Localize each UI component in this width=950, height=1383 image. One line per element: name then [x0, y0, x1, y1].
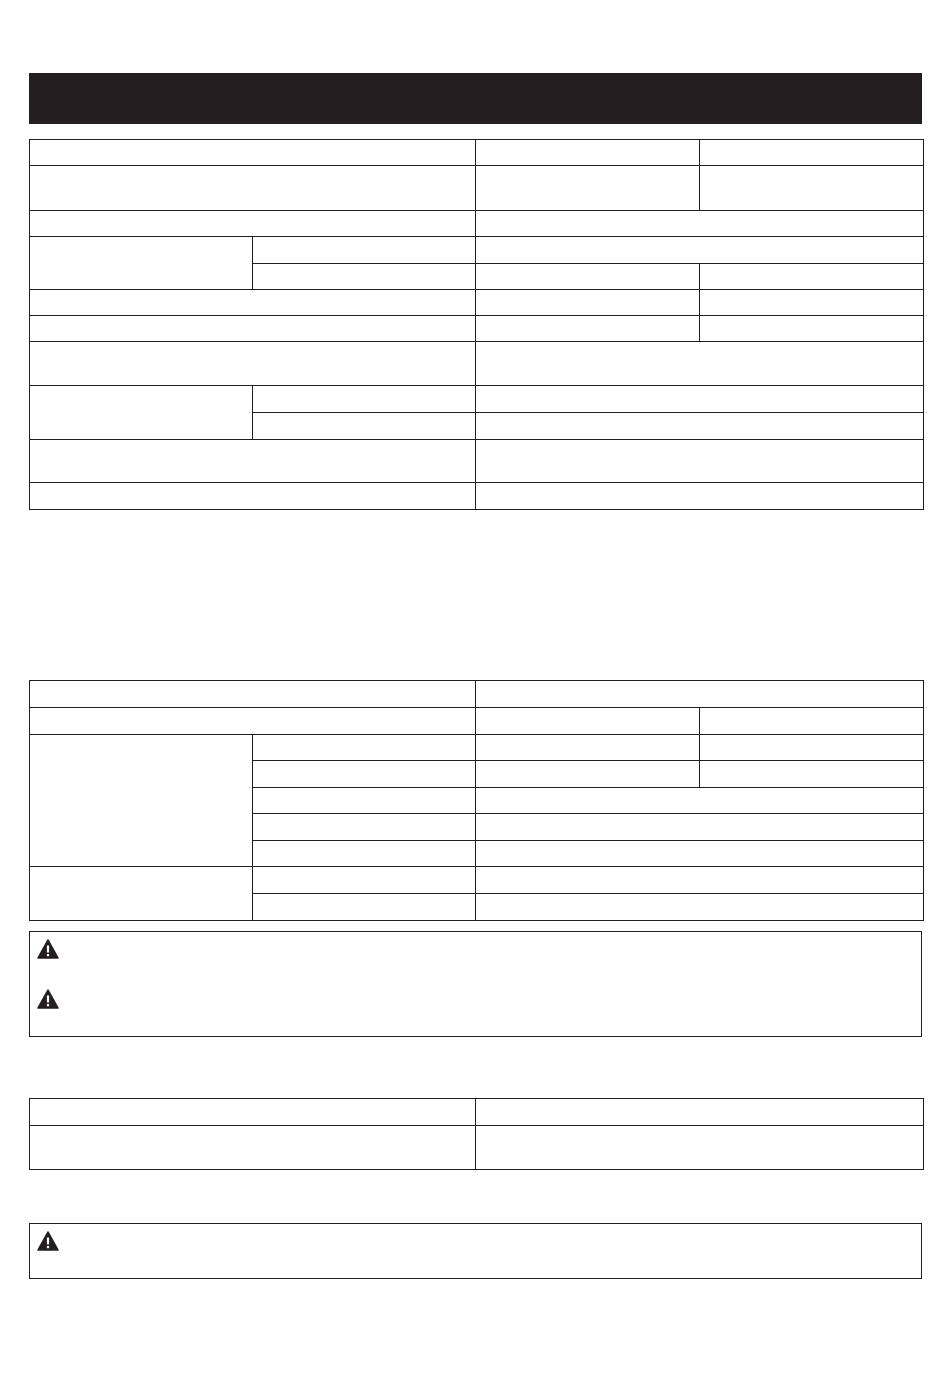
table-row	[30, 386, 924, 413]
spec-cell	[476, 1126, 924, 1170]
spec-cell	[476, 237, 924, 264]
table-row	[30, 1126, 924, 1170]
spec-cell	[30, 440, 476, 483]
spec-cell	[30, 483, 476, 510]
warning-box-1	[29, 931, 922, 1037]
spec-cell	[476, 761, 700, 788]
spec-cell	[476, 483, 924, 510]
spec-cell	[30, 708, 476, 735]
table-row	[30, 290, 924, 316]
spec-cell	[476, 788, 924, 814]
spec-cell	[476, 140, 700, 166]
spec-cell	[476, 708, 700, 735]
spec-cell	[476, 1099, 924, 1126]
spec-cell	[253, 735, 476, 761]
spec-cell	[700, 761, 924, 788]
spec-table-3	[29, 1098, 924, 1170]
spec-cell	[476, 681, 924, 708]
table-row	[30, 166, 924, 211]
spec-cell	[253, 841, 476, 867]
spec-cell	[476, 440, 924, 483]
spec-cell	[30, 237, 253, 290]
table-row	[30, 1099, 924, 1126]
spec-cell	[476, 342, 924, 386]
spec-cell	[700, 140, 924, 166]
spec-cell	[30, 681, 476, 708]
table-row	[30, 681, 924, 708]
spec-cell	[253, 788, 476, 814]
spec-cell	[253, 386, 476, 413]
spec-cell	[476, 867, 924, 894]
spec-cell	[700, 264, 924, 290]
spec-cell	[30, 290, 476, 316]
spec-cell	[700, 735, 924, 761]
table-row	[30, 237, 924, 264]
spec-cell	[476, 290, 700, 316]
table-row	[30, 316, 924, 342]
spec-cell	[476, 316, 700, 342]
spec-cell	[476, 166, 700, 211]
warning-item	[37, 1231, 59, 1251]
warning-box-2	[29, 1223, 922, 1279]
spec-cell	[30, 140, 476, 166]
spec-cell	[30, 166, 476, 211]
spec-cell	[253, 413, 476, 440]
spec-cell	[700, 290, 924, 316]
spec-table-2	[29, 680, 924, 921]
spec-cell	[476, 264, 700, 290]
table-row	[30, 867, 924, 894]
table-row	[30, 440, 924, 483]
spec-cell	[476, 386, 924, 413]
spec-cell	[700, 708, 924, 735]
warning-triangle-icon	[37, 1231, 59, 1251]
spec-cell	[476, 841, 924, 867]
spec-cell	[476, 894, 924, 921]
spec-cell	[700, 316, 924, 342]
spec-cell	[253, 867, 476, 894]
spec-cell	[30, 735, 253, 867]
spec-cell	[30, 1099, 476, 1126]
spec-cell	[476, 814, 924, 841]
table-row	[30, 483, 924, 510]
warning-triangle-icon	[37, 939, 59, 959]
spec-cell	[253, 814, 476, 841]
spec-table-1	[29, 139, 924, 510]
table-row	[30, 708, 924, 735]
spec-cell	[30, 211, 476, 237]
spec-cell	[476, 211, 924, 237]
spec-cell	[476, 735, 700, 761]
section-header-bar	[29, 73, 922, 124]
warning-item	[37, 989, 59, 1009]
table-row	[30, 342, 924, 386]
table-row	[30, 140, 924, 166]
spec-cell	[253, 264, 476, 290]
warning-item	[37, 939, 59, 959]
spec-cell	[253, 761, 476, 788]
spec-cell	[253, 894, 476, 921]
spec-cell	[700, 166, 924, 211]
table-row	[30, 735, 924, 761]
spec-cell	[253, 237, 476, 264]
spec-cell	[30, 342, 476, 386]
spec-cell	[476, 413, 924, 440]
spec-cell	[30, 316, 476, 342]
spec-cell	[30, 1126, 476, 1170]
warning-triangle-icon	[37, 989, 59, 1009]
table-row	[30, 211, 924, 237]
spec-cell	[30, 386, 253, 440]
spec-cell	[30, 867, 253, 921]
